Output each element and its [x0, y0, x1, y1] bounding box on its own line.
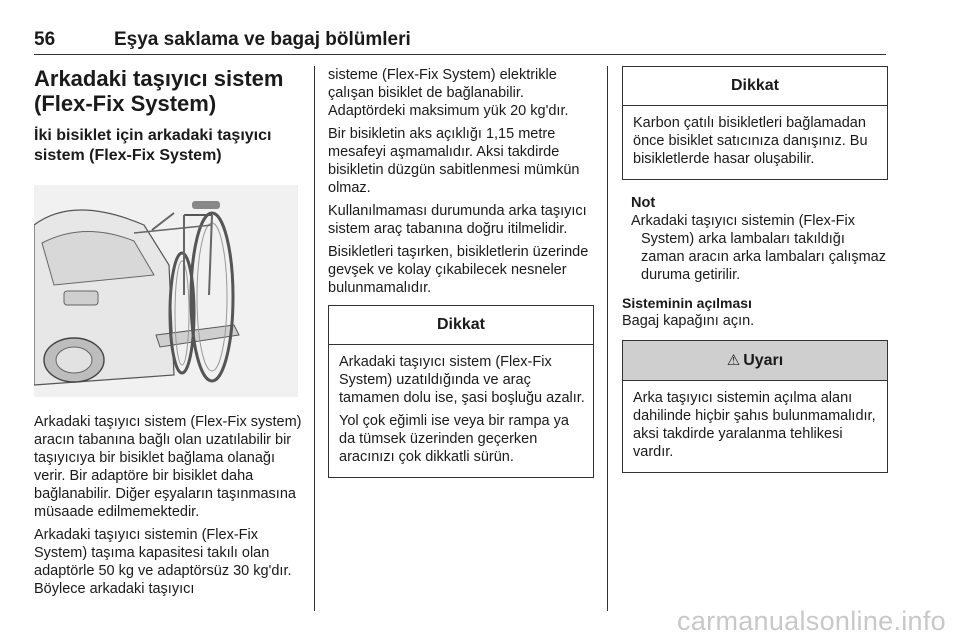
column-middle — [328, 66, 594, 478]
page-number: 56 — [34, 29, 56, 50]
section-subheading: Sisteminin açılması — [622, 295, 752, 311]
warning-triangle-icon: ⚠ — [726, 352, 741, 369]
column-right — [622, 66, 888, 473]
section-heading: Arkadaki taşıyıcı sistem (Flex-Fix System) — [34, 66, 284, 116]
warning-header — [623, 341, 887, 381]
bike-carrier-drawing — [34, 185, 298, 397]
instruction-text: Bagaj kapağını açın. — [622, 313, 755, 329]
note-block — [631, 194, 888, 284]
paragraph: Bisikletleri taşırken, bisikletlerin üzerinde gevşek ve kolay çıkabilecek nesneler bulunmamalıdır. — [328, 244, 589, 296]
caution-text: Arkadaki taşıyıcı sistem (Flex-Fix System) uzatıldığında ve araç tamamen dolu ise, şasi boşluğu azalır. — [339, 354, 585, 406]
page-header — [34, 24, 886, 55]
paragraph: sisteme (Flex-Fix System) elektrikle çalışan bisiklet de bağlanabilir. Adaptördeki maksimum yük 20 kg'dır. — [328, 67, 569, 119]
caution-text: Yol çok eğimli ise veya bir rampa ya da tümsek üzerinden geçerken aracınızı çok dikkatli sürün. — [339, 413, 569, 465]
section-subheading: İki bisiklet için arkadaki taşıyıcı sistem (Flex-Fix System) — [34, 127, 272, 164]
warning-body — [623, 381, 887, 472]
note-text: Arkadaki taşıyıcı sistemin (Flex-Fix System) arka lambaları takıldığı zaman aracın arka lambaları çalışmaz duruma getirilir. — [631, 213, 886, 283]
caution-text: Karbon çatılı bisikletleri bağlamadan önce bisiklet satıcınıza danışınız. Bu bisikletlerde hasar oluşabilir. — [633, 115, 868, 167]
column-left — [34, 66, 302, 603]
warning-box — [622, 340, 888, 473]
column-divider-1 — [314, 66, 315, 611]
paragraph: Bir bisikletin aks açıklığı 1,15 metre mesafeyi aşmamalıdır. Aksi takdirde bisikletin düzgün sabitlenmesi mümkün olmaz. — [328, 126, 580, 196]
caution-title: Dikkat — [329, 306, 593, 345]
paragraph: Arkadaki taşıyıcı sistemin (Flex-Fix System) taşıma kapasitesi takılı olan adaptörle 50 kg ve adaptörsüz 30 kg'dır. Böylece arkadaki taşıyıcı — [34, 527, 292, 597]
caution-box — [328, 305, 594, 478]
bike-carrier-illustration — [34, 185, 298, 397]
caution-body — [623, 106, 887, 179]
watermark-text: carmanualsonline.info — [677, 606, 946, 636]
column-divider-2 — [607, 66, 608, 611]
caution-box — [622, 66, 888, 180]
warning-text: Arka taşıyıcı sistemin açılma alanı dahilinde hiçbir şahıs bulunmamalıdır, aksi takdirde yaralanma tehlikesi vardır. — [633, 390, 876, 460]
running-title: Eşya saklama ve bagaj bölümleri — [114, 29, 411, 50]
paragraph: Arkadaki taşıyıcı sistem (Flex-Fix system) aracın tabanına bağlı olan uzatılabilir bir taşıyıcıya bir bisiklet bağlama olanağı verir. Bir adaptöre bir bisiklet daha bağlanabilir. Diğer eşyaların taşınmasına müsaade edilmemektedir. — [34, 414, 302, 520]
caution-body — [329, 345, 593, 477]
caution-title: Dikkat — [623, 67, 887, 106]
paragraph: Kullanılmaması durumunda arka taşıyıcı sistem araç tabanına doğru itilmelidir. — [328, 203, 587, 237]
warning-title: Uyarı — [743, 352, 784, 369]
note-title: Not — [631, 195, 656, 211]
